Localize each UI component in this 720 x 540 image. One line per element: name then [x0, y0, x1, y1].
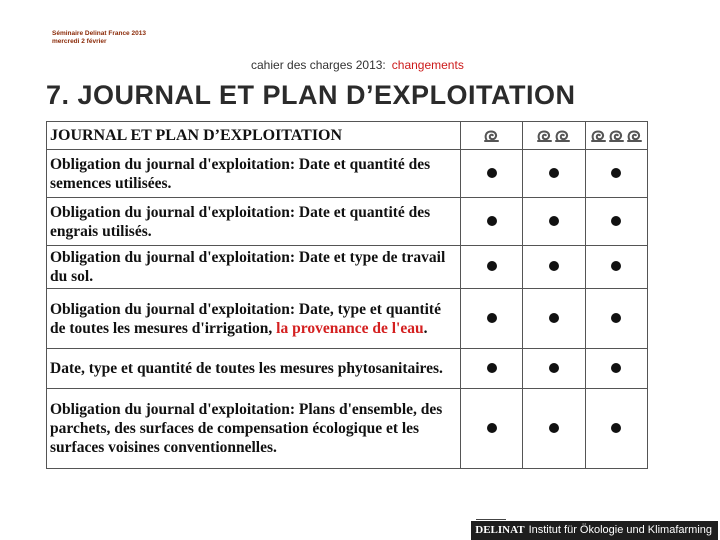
- subtitle-prefix: cahier des charges 2013:: [251, 58, 386, 72]
- bullet-dot: [549, 313, 559, 323]
- level-1-header: [461, 122, 523, 150]
- level-1-cell: [461, 349, 523, 389]
- bullet-dot: [487, 168, 497, 178]
- requirement-text: [47, 289, 461, 349]
- requirement-text-part: Date, type et quantité de toutes les mesures phytosanitaires.: [50, 360, 443, 377]
- requirement-highlight: la provenance de l'eau: [276, 319, 424, 337]
- requirement-text-part: Obligation du journal d'exploitation: Date et type de travail du sol.: [50, 249, 446, 285]
- footer-divider: [476, 519, 506, 520]
- level-2-header: [523, 122, 585, 150]
- level-1-cell: [461, 198, 523, 246]
- footer-brand: DELINAT: [475, 524, 525, 536]
- level-3-cell: [585, 389, 647, 469]
- table-row: [47, 198, 648, 246]
- level-3-cell: [585, 289, 647, 349]
- footer-text: Institut für Ökologie und Klimafarming: [528, 524, 712, 536]
- table-row: [47, 389, 648, 469]
- bullet-dot: [549, 363, 559, 373]
- requirement-text-part: Obligation du journal d'exploitation: Date et quantité des semences utilisées.: [50, 155, 431, 192]
- snail-3-icon: [586, 129, 647, 143]
- level-1-cell: [461, 246, 523, 289]
- level-3-cell: [585, 246, 647, 289]
- subtitle-highlight: changements: [391, 58, 464, 72]
- page-title: 7. JOURNAL ET PLAN D’EXPLOITATION: [46, 80, 576, 110]
- requirement-text: [47, 150, 461, 198]
- bullet-dot: [611, 261, 621, 271]
- bullet-dot: [611, 168, 621, 178]
- level-1-cell: [461, 289, 523, 349]
- bullet-dot: [549, 216, 559, 226]
- slide-subtitle: [251, 58, 464, 72]
- table-row: [47, 246, 648, 289]
- bullet-dot: [487, 261, 497, 271]
- requirement-text: [47, 198, 461, 246]
- table-row: [47, 150, 648, 198]
- bullet-dot: [549, 168, 559, 178]
- level-1-cell: [461, 389, 523, 469]
- level-1-cell: [461, 150, 523, 198]
- snail-2-icon: [523, 129, 584, 143]
- seminar-date: mercredi 2 février: [52, 38, 107, 45]
- requirement-text: [47, 389, 461, 469]
- requirement-text-part: Obligation du journal d'exploitation: Date, type et quantité de toutes les mesures d'irrigation,: [50, 300, 441, 337]
- level-3-cell: [585, 349, 647, 389]
- bullet-dot: [611, 363, 621, 373]
- requirements-table: [46, 121, 648, 469]
- bullet-dot: [611, 423, 621, 433]
- level-3-cell: [585, 198, 647, 246]
- table-header-row: [47, 122, 648, 150]
- bullet-dot: [487, 423, 497, 433]
- requirement-text-part: .: [423, 319, 428, 337]
- level-2-cell: [523, 150, 585, 198]
- requirement-text-part: Obligation du journal d'exploitation: Date et quantité des engrais utilisés.: [50, 203, 431, 240]
- bullet-dot: [549, 423, 559, 433]
- level-2-cell: [523, 349, 585, 389]
- requirement-text-part: Obligation du journal d'exploitation: Plans d'ensemble, des parchets, des surfaces de compensation écologique et les surfaces voisines conventionnelles.: [50, 401, 443, 456]
- bullet-dot: [487, 313, 497, 323]
- level-3-cell: [585, 150, 647, 198]
- level-2-cell: [523, 289, 585, 349]
- requirement-text: [47, 246, 461, 289]
- requirement-text: [47, 349, 461, 389]
- bullet-dot: [611, 313, 621, 323]
- bullet-dot: [487, 216, 497, 226]
- level-2-cell: [523, 246, 585, 289]
- seminar-title: Séminaire Delinat France 2013: [52, 30, 146, 37]
- bullet-dot: [487, 363, 497, 373]
- footer-banner: [471, 521, 718, 540]
- requirements-table-body: [47, 122, 648, 469]
- seminar-caption: [52, 30, 146, 46]
- table-row: [47, 289, 648, 349]
- level-3-header: [585, 122, 647, 150]
- bullet-dot: [549, 261, 559, 271]
- level-2-cell: [523, 198, 585, 246]
- bullet-dot: [611, 216, 621, 226]
- table-header-title: JOURNAL ET PLAN D’EXPLOITATION: [50, 127, 343, 144]
- snail-1-icon: [461, 129, 522, 143]
- level-2-cell: [523, 389, 585, 469]
- table-row: [47, 349, 648, 389]
- table-header-cell: [47, 122, 461, 150]
